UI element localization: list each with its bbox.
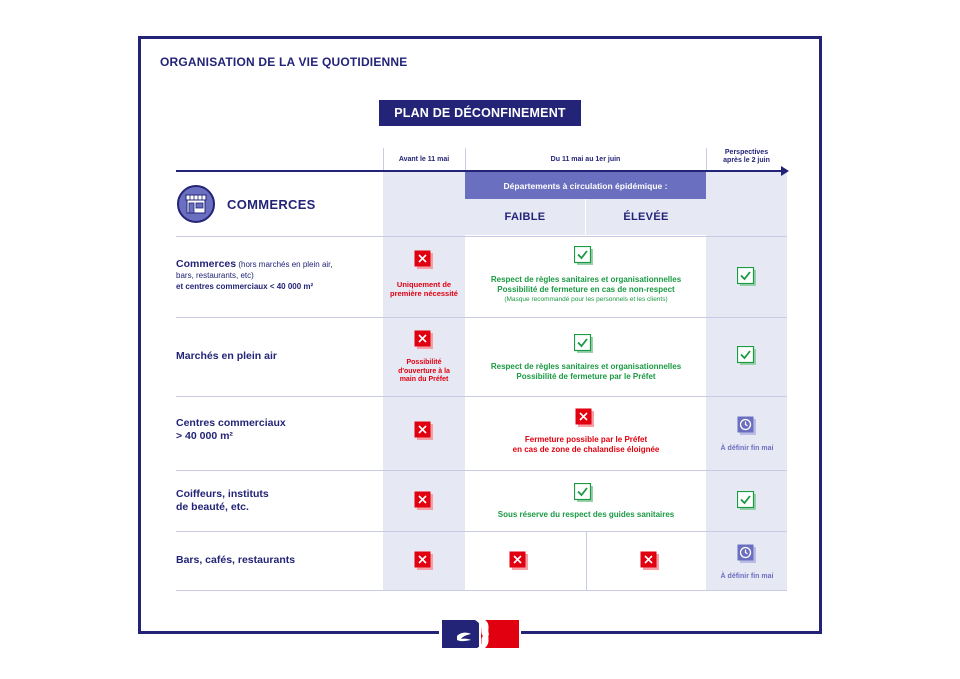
row-label-line: Centres commerciaux	[176, 417, 286, 429]
row-label-line: > 40 000 m²	[176, 430, 233, 442]
plan-title: PLAN DE DÉCONFINEMENT	[379, 100, 581, 126]
row-label-main: Commerces	[176, 258, 237, 270]
note-line: Possibilité de fermeture en cas de non-respect	[497, 285, 675, 294]
row-divider	[176, 396, 787, 397]
row-label-coiffeurs	[176, 488, 269, 514]
storefront-icon	[177, 185, 215, 223]
row2-du-note	[466, 362, 706, 382]
bars-column-divider	[586, 531, 587, 590]
row-divider	[176, 531, 787, 532]
closed-x-icon	[414, 421, 434, 441]
header-avant: Avant le 11 mai	[398, 156, 450, 163]
clock-icon	[737, 416, 757, 436]
note-line: Fermeture possible par le Préfet	[524, 435, 648, 444]
closed-x-icon	[509, 551, 529, 571]
closed-x-icon	[640, 551, 660, 571]
header-divider	[706, 148, 707, 172]
elevee-header: ÉLEVÉE	[586, 199, 706, 235]
closed-x-icon	[414, 250, 434, 270]
note-line: (Masque recommandé pour les personnels et les clients)	[504, 296, 668, 303]
closed-x-icon	[575, 408, 595, 428]
row-label-sub: et centres commerciaux < 40 000 m²	[176, 282, 314, 291]
header-perspectives	[706, 149, 787, 165]
note-line: en cas de zone de chalandise éloignée	[512, 445, 660, 454]
check-icon	[574, 334, 594, 354]
row-label-marches: Marchés en plein air	[176, 350, 277, 362]
check-icon	[737, 267, 757, 287]
closed-x-icon	[414, 491, 434, 511]
row-divider	[176, 236, 787, 237]
note-line: Uniquement de	[396, 280, 452, 289]
header-divider	[383, 148, 384, 172]
note-line: Respect de règles sanitaires et organisationnelles	[490, 362, 682, 371]
section-title: COMMERCES	[227, 197, 316, 212]
header-du: Du 11 mai au 1er juin	[550, 156, 621, 163]
row1-du-note	[466, 275, 706, 305]
departements-band: Départements à circulation épidémique :	[465, 172, 706, 199]
row-label-small: bars, restaurants, etc)	[176, 271, 254, 280]
note-line: Respect de règles sanitaires et organisationnelles	[490, 275, 682, 284]
note-line: première nécessité	[390, 289, 458, 298]
note-line: Possibilité	[406, 359, 442, 366]
check-icon	[574, 246, 594, 266]
row-label-line: de beauté, etc.	[176, 501, 249, 513]
note-line: main du Préfet	[399, 376, 449, 383]
row4-du-note: Sous réserve du respect des guides sanitaires	[497, 510, 675, 519]
clock-icon	[737, 544, 757, 564]
row-label-small: (hors marchés en plein air,	[236, 260, 333, 269]
row-label-centres	[176, 417, 286, 443]
note-line: Possibilité de fermeture par le Préfet	[516, 372, 656, 381]
closed-x-icon	[414, 330, 434, 350]
header-divider	[465, 148, 466, 172]
perspectives-column-shade	[706, 172, 787, 590]
row1-avant-note	[384, 280, 464, 298]
closed-x-icon	[414, 551, 434, 571]
row2-avant-note	[384, 359, 464, 385]
faible-header: FAIBLE	[465, 199, 585, 235]
check-icon	[737, 491, 757, 511]
header-perspectives-line1: Perspectives	[724, 149, 769, 156]
row-divider	[176, 317, 787, 318]
header-perspectives-line2: après le 2 juin	[723, 157, 770, 164]
note-line: d'ouverture à la	[398, 367, 450, 375]
timeline-arrow-head	[781, 166, 789, 176]
row-label-line: Coiffeurs, instituts	[176, 488, 269, 500]
row-divider	[176, 590, 787, 591]
check-icon	[737, 346, 757, 366]
row3-du-note	[466, 435, 706, 455]
republique-francaise-logo	[439, 618, 521, 650]
row-label-commerces	[176, 258, 333, 292]
org-title: ORGANISATION DE LA VIE QUOTIDIENNE	[160, 55, 408, 69]
check-icon	[574, 483, 594, 503]
row-divider	[176, 470, 787, 471]
row3-persp-note: À définir fin mai	[720, 445, 774, 452]
row-label-bars: Bars, cafés, restaurants	[176, 554, 296, 566]
row5-persp-note: À définir fin mai	[720, 573, 774, 580]
